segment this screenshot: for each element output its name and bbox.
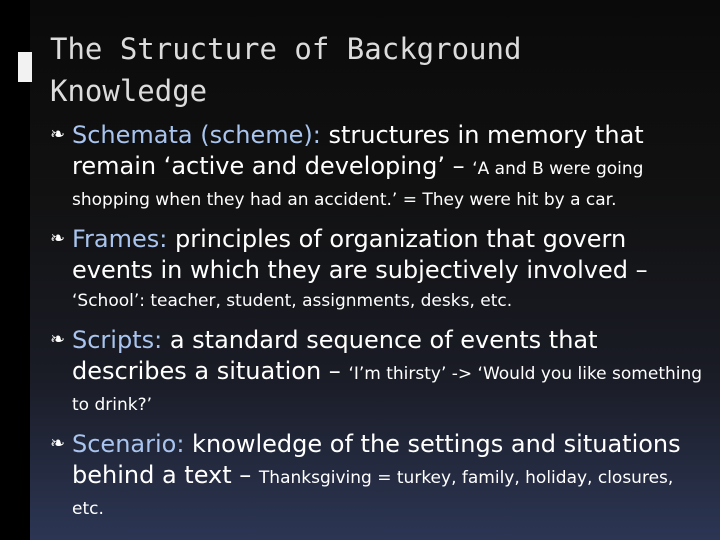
bullet-term: Schemata (scheme): bbox=[72, 121, 321, 149]
bullet-example: ‘School’: teacher, student, assignments, desks, etc. bbox=[72, 291, 513, 311]
bullet-text: principles of organization that govern events in which they are subjectively involved – bbox=[72, 225, 648, 284]
bullet-marker-icon: ❧ bbox=[50, 228, 66, 249]
bullet-marker-icon: ❧ bbox=[50, 124, 66, 145]
bullet-text: knowledge of the settings and situations behind a text – bbox=[72, 430, 681, 489]
bullet-item-schemata bbox=[50, 120, 710, 216]
bullet-text: structures in memory that remain ‘active and developing’ – bbox=[72, 121, 644, 180]
accent-bar bbox=[18, 52, 32, 82]
bullet-term: Scenario: bbox=[72, 430, 185, 458]
bullet-term: Scripts: bbox=[72, 326, 163, 354]
bullet-example: Thanksgiving = turkey, family, holiday, closures, etc. bbox=[72, 468, 674, 519]
bullet-marker-icon: ❧ bbox=[50, 433, 66, 454]
bullet-item-scenario bbox=[50, 429, 710, 525]
bullet-item-frames bbox=[50, 224, 710, 317]
bullet-example: ‘A and B were going shopping when they had an accident.’ = They were hit by a car. bbox=[72, 159, 644, 210]
bullet-item-scripts bbox=[50, 325, 710, 421]
bullet-list bbox=[50, 120, 710, 533]
bullet-example: ‘I’m thirsty’ -> ‘Would you like something to drink?’ bbox=[72, 364, 703, 415]
bullet-term: Frames: bbox=[72, 225, 168, 253]
bullet-marker-icon: ❧ bbox=[50, 329, 66, 350]
bullet-text: a standard sequence of events that describes a situation – bbox=[72, 326, 598, 385]
slide-title: The Structure of Background Knowledge bbox=[50, 32, 522, 108]
